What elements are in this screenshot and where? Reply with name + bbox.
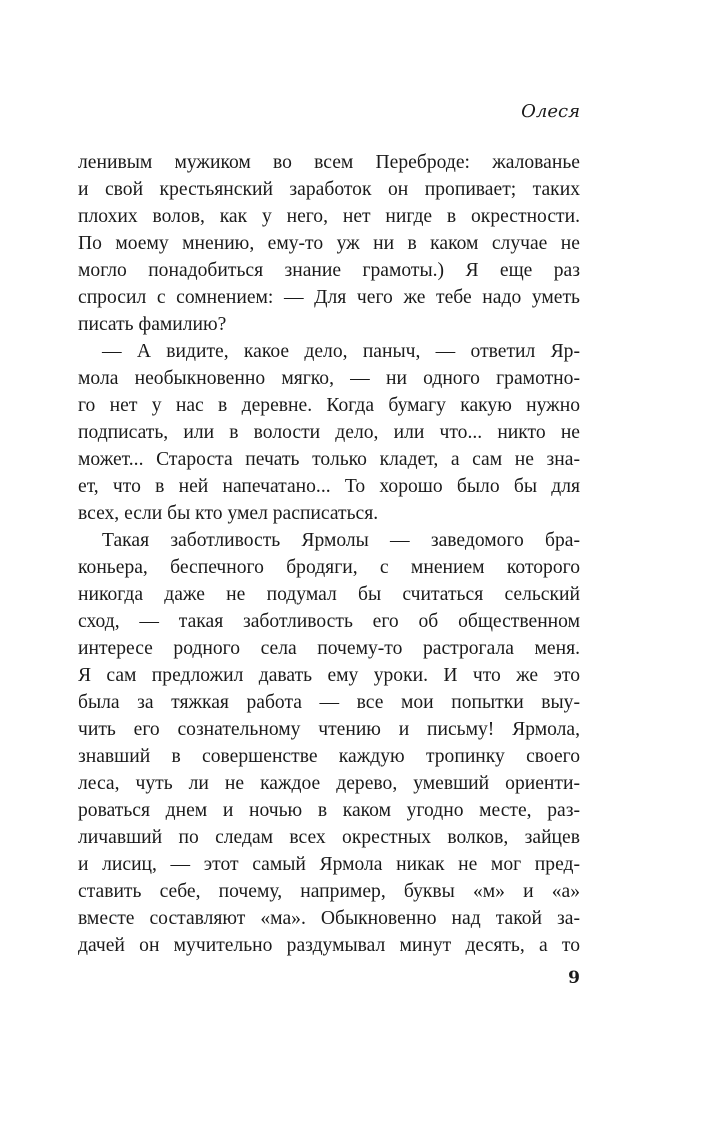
text-line: всех, если бы кто умел расписаться. — [78, 503, 379, 524]
text-line: роваться днем и ночью в каком угодно месте, раз- — [78, 800, 580, 821]
text-line: чить его сознательному чтению и письму! Ярмола, — [78, 719, 580, 740]
text-line: вместе составляют «ма». Обыкновенно над такой за- — [78, 908, 580, 929]
text-line: спросил с сомнением: — Для чего же тебе надо уметь — [78, 287, 580, 308]
text-line: могло понадобиться знание грамоты.) Я еще раз — [78, 260, 580, 281]
text-line: Я сам предложил давать ему уроки. И что же это — [78, 665, 580, 686]
text-line: была за тяжкая работа — все мои попытки выу- — [78, 692, 580, 713]
text-line: ставить себе, почему, например, буквы «м» и «а» — [78, 881, 580, 902]
text-line: сход, — такая заботливость его об общественном — [78, 611, 580, 632]
text-line: дачей он мучительно раздумывал минут десять, а то — [78, 935, 580, 956]
text-line: знавший в совершенстве каждую тропинку своего — [78, 746, 580, 767]
text-line: ет, что в ней напечатано... То хорошо было бы для — [78, 476, 580, 497]
text-line: ленивым мужиком во всем Переброде: жалованье — [78, 152, 580, 173]
text-line: леса, чуть ли не каждое дерево, умевший ориенти- — [78, 773, 580, 794]
text-line: никогда даже не подумал бы считаться сельский — [78, 584, 580, 605]
paragraph-start-line: Такая заботливость Ярмолы — заведомого бра- — [102, 530, 580, 551]
text-line: и лисиц, — этот самый Ярмола никак не мог пред- — [78, 854, 580, 875]
running-header-title: Олеся — [521, 101, 580, 122]
text-line: подписать, или в волости дело, или что... никто не — [78, 422, 580, 443]
text-line: писать фамилию? — [78, 314, 227, 335]
text-line: го нет у нас в деревне. Когда бумагу какую нужно — [78, 395, 580, 416]
text-line: и свой крестьянский заработок он пропивает; таких — [78, 179, 580, 200]
text-line: мола необыкновенно мягко, — ни одного грамотно- — [78, 368, 580, 389]
text-line: личавший по следам всех окрестных волков, зайцев — [78, 827, 580, 848]
text-line: плохих волов, как у него, нет нигде в окрестности. — [78, 206, 580, 227]
text-line: интересе родного села почему-то растрогала меня. — [78, 638, 580, 659]
page-number: 9 — [568, 968, 580, 988]
text-line: коньера, беспечного бродяги, с мнением которого — [78, 557, 580, 578]
text-line: может... Староста печать только кладет, а сам не зна- — [78, 449, 580, 470]
text-line: По моему мнению, ему-то уж ни в каком случае не — [78, 233, 580, 254]
paragraph-start-line: — А видите, какое дело, паныч, — ответил Яр- — [102, 341, 580, 362]
body-text — [78, 149, 580, 959]
